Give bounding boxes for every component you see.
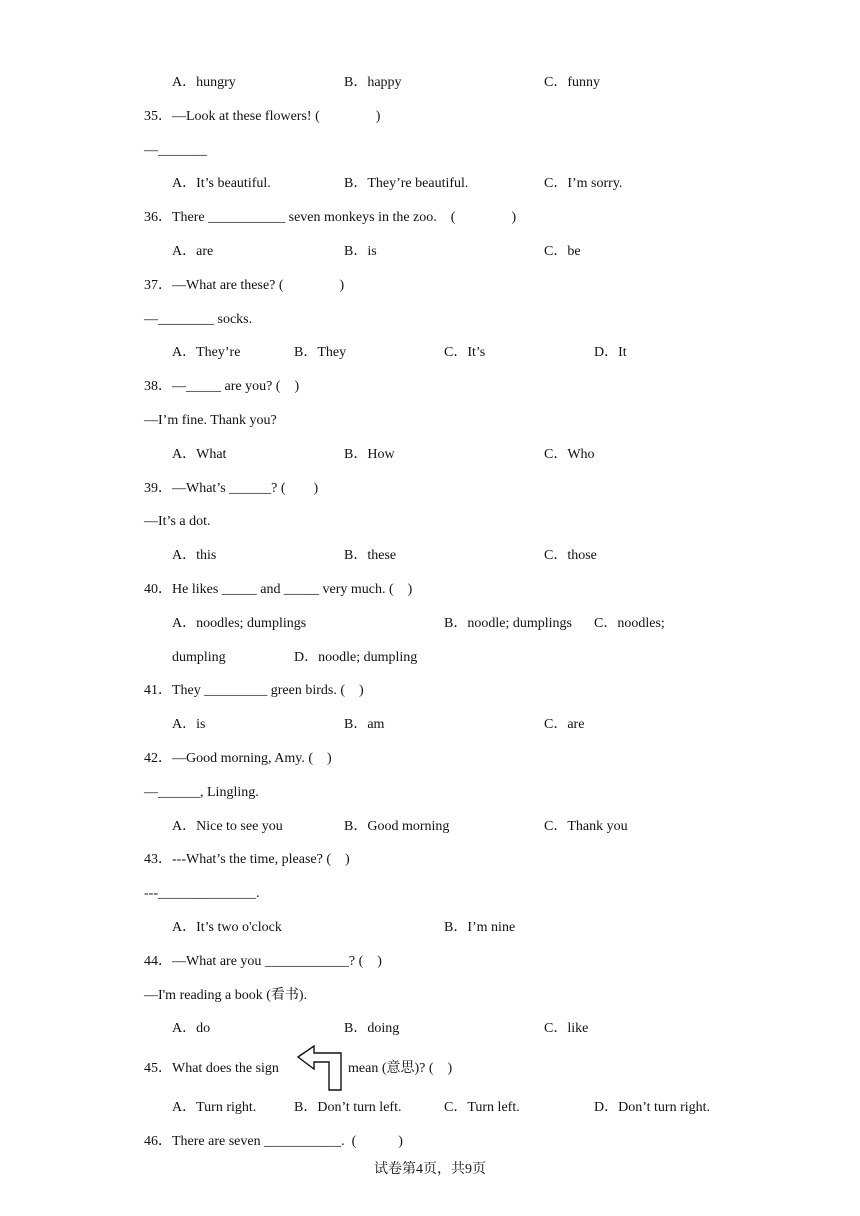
q39-option-b[interactable]: B．these bbox=[344, 548, 397, 563]
q35-option-b[interactable]: B．They’re beautiful. bbox=[344, 176, 469, 191]
q35-answer-line: —_______ bbox=[144, 143, 207, 158]
q43-answer-line: ---______________. bbox=[144, 886, 260, 901]
q35-option-c[interactable]: C．I’m sorry. bbox=[544, 176, 623, 191]
q43-option-b[interactable]: B．I’m nine bbox=[444, 920, 516, 935]
q37-option-a[interactable]: A．They’re bbox=[172, 345, 241, 360]
q38-answer-line: —I’m fine. Thank you? bbox=[144, 413, 277, 428]
q46-stem: 46．There are seven ___________. ( ) bbox=[144, 1134, 403, 1149]
q45-option-c[interactable]: C．Turn left. bbox=[444, 1100, 520, 1115]
q34-option-c[interactable]: C．funny bbox=[544, 75, 600, 90]
q41-option-a[interactable]: A．is bbox=[172, 717, 206, 732]
q39-option-a[interactable]: A．this bbox=[172, 548, 217, 563]
q45-option-a[interactable]: A．Turn right. bbox=[172, 1100, 257, 1115]
q34-option-a[interactable]: A．hungry bbox=[172, 75, 236, 90]
q38-option-c[interactable]: C．Who bbox=[544, 447, 595, 462]
q43-option-a[interactable]: A．It’s two o'clock bbox=[172, 920, 282, 935]
q41-option-c[interactable]: C．are bbox=[544, 717, 585, 732]
q35-stem: 35．—Look at these flowers! ( ) bbox=[144, 109, 381, 124]
q41-stem: 41．They _________ green birds. ( ) bbox=[144, 683, 364, 698]
q40-option-c-continued[interactable]: dumpling bbox=[172, 650, 226, 665]
q44-option-a[interactable]: A．do bbox=[172, 1021, 211, 1036]
q35-option-a[interactable]: A．It’s beautiful. bbox=[172, 176, 271, 191]
q44-option-b[interactable]: B．doing bbox=[344, 1021, 400, 1036]
q40-option-a[interactable]: A．noodles; dumplings bbox=[172, 616, 307, 631]
q37-stem: 37．—What are these? ( ) bbox=[144, 278, 345, 293]
q37-option-c[interactable]: C．It’s bbox=[444, 345, 486, 360]
q39-option-c[interactable]: C．those bbox=[544, 548, 597, 563]
q45-stem: 45．What does the sign bbox=[144, 1061, 279, 1076]
q44-stem: 44．—What are you ____________? ( ) bbox=[144, 954, 382, 969]
q44-option-c[interactable]: C．like bbox=[544, 1021, 589, 1036]
q37-answer-line: —________ socks. bbox=[144, 312, 253, 327]
q40-option-c[interactable]: C．noodles; bbox=[594, 616, 665, 631]
q42-option-c[interactable]: C．Thank you bbox=[544, 819, 628, 834]
q40-option-b[interactable]: B．noodle; dumplings bbox=[444, 616, 572, 631]
q42-option-a[interactable]: A．Nice to see you bbox=[172, 819, 283, 834]
q45-option-b[interactable]: B．Don’t turn left. bbox=[294, 1100, 402, 1115]
q36-stem: 36．There ___________ seven monkeys in the zoo. ( ) bbox=[144, 210, 517, 225]
q42-option-b[interactable]: B．Good morning bbox=[344, 819, 450, 834]
q38-option-b[interactable]: B．How bbox=[344, 447, 395, 462]
q39-stem: 39．—What’s ______? ( ) bbox=[144, 481, 319, 496]
q45-stem-continued: mean (意思)? ( ) bbox=[348, 1061, 453, 1076]
q43-stem: 43．---What’s the time, please? ( ) bbox=[144, 852, 350, 867]
page-footer: 试卷第4页，共9页 bbox=[374, 1162, 486, 1177]
q39-answer-line: —It’s a dot. bbox=[144, 514, 211, 529]
q37-option-d[interactable]: D．It bbox=[594, 345, 627, 360]
q36-option-b[interactable]: B．is bbox=[344, 244, 377, 259]
turn-left-arrow-icon bbox=[297, 1045, 343, 1091]
q40-option-d[interactable]: D．noodle; dumpling bbox=[294, 650, 418, 665]
q40-stem: 40．He likes _____ and _____ very much. ( ) bbox=[144, 582, 413, 597]
q34-option-b[interactable]: B．happy bbox=[344, 75, 402, 90]
q36-option-a[interactable]: A．are bbox=[172, 244, 214, 259]
q42-stem: 42．—Good morning, Amy. ( ) bbox=[144, 751, 332, 766]
q44-answer-line: —I'm reading a book (看书). bbox=[144, 988, 308, 1003]
q41-option-b[interactable]: B．am bbox=[344, 717, 385, 732]
q36-option-c[interactable]: C．be bbox=[544, 244, 581, 259]
q38-stem: 38．—_____ are you? ( ) bbox=[144, 379, 300, 394]
q42-answer-line: —______, Lingling. bbox=[144, 785, 259, 800]
q45-option-d[interactable]: D．Don’t turn right. bbox=[594, 1100, 711, 1115]
q37-option-b[interactable]: B．They bbox=[294, 345, 347, 360]
q38-option-a[interactable]: A．What bbox=[172, 447, 227, 462]
